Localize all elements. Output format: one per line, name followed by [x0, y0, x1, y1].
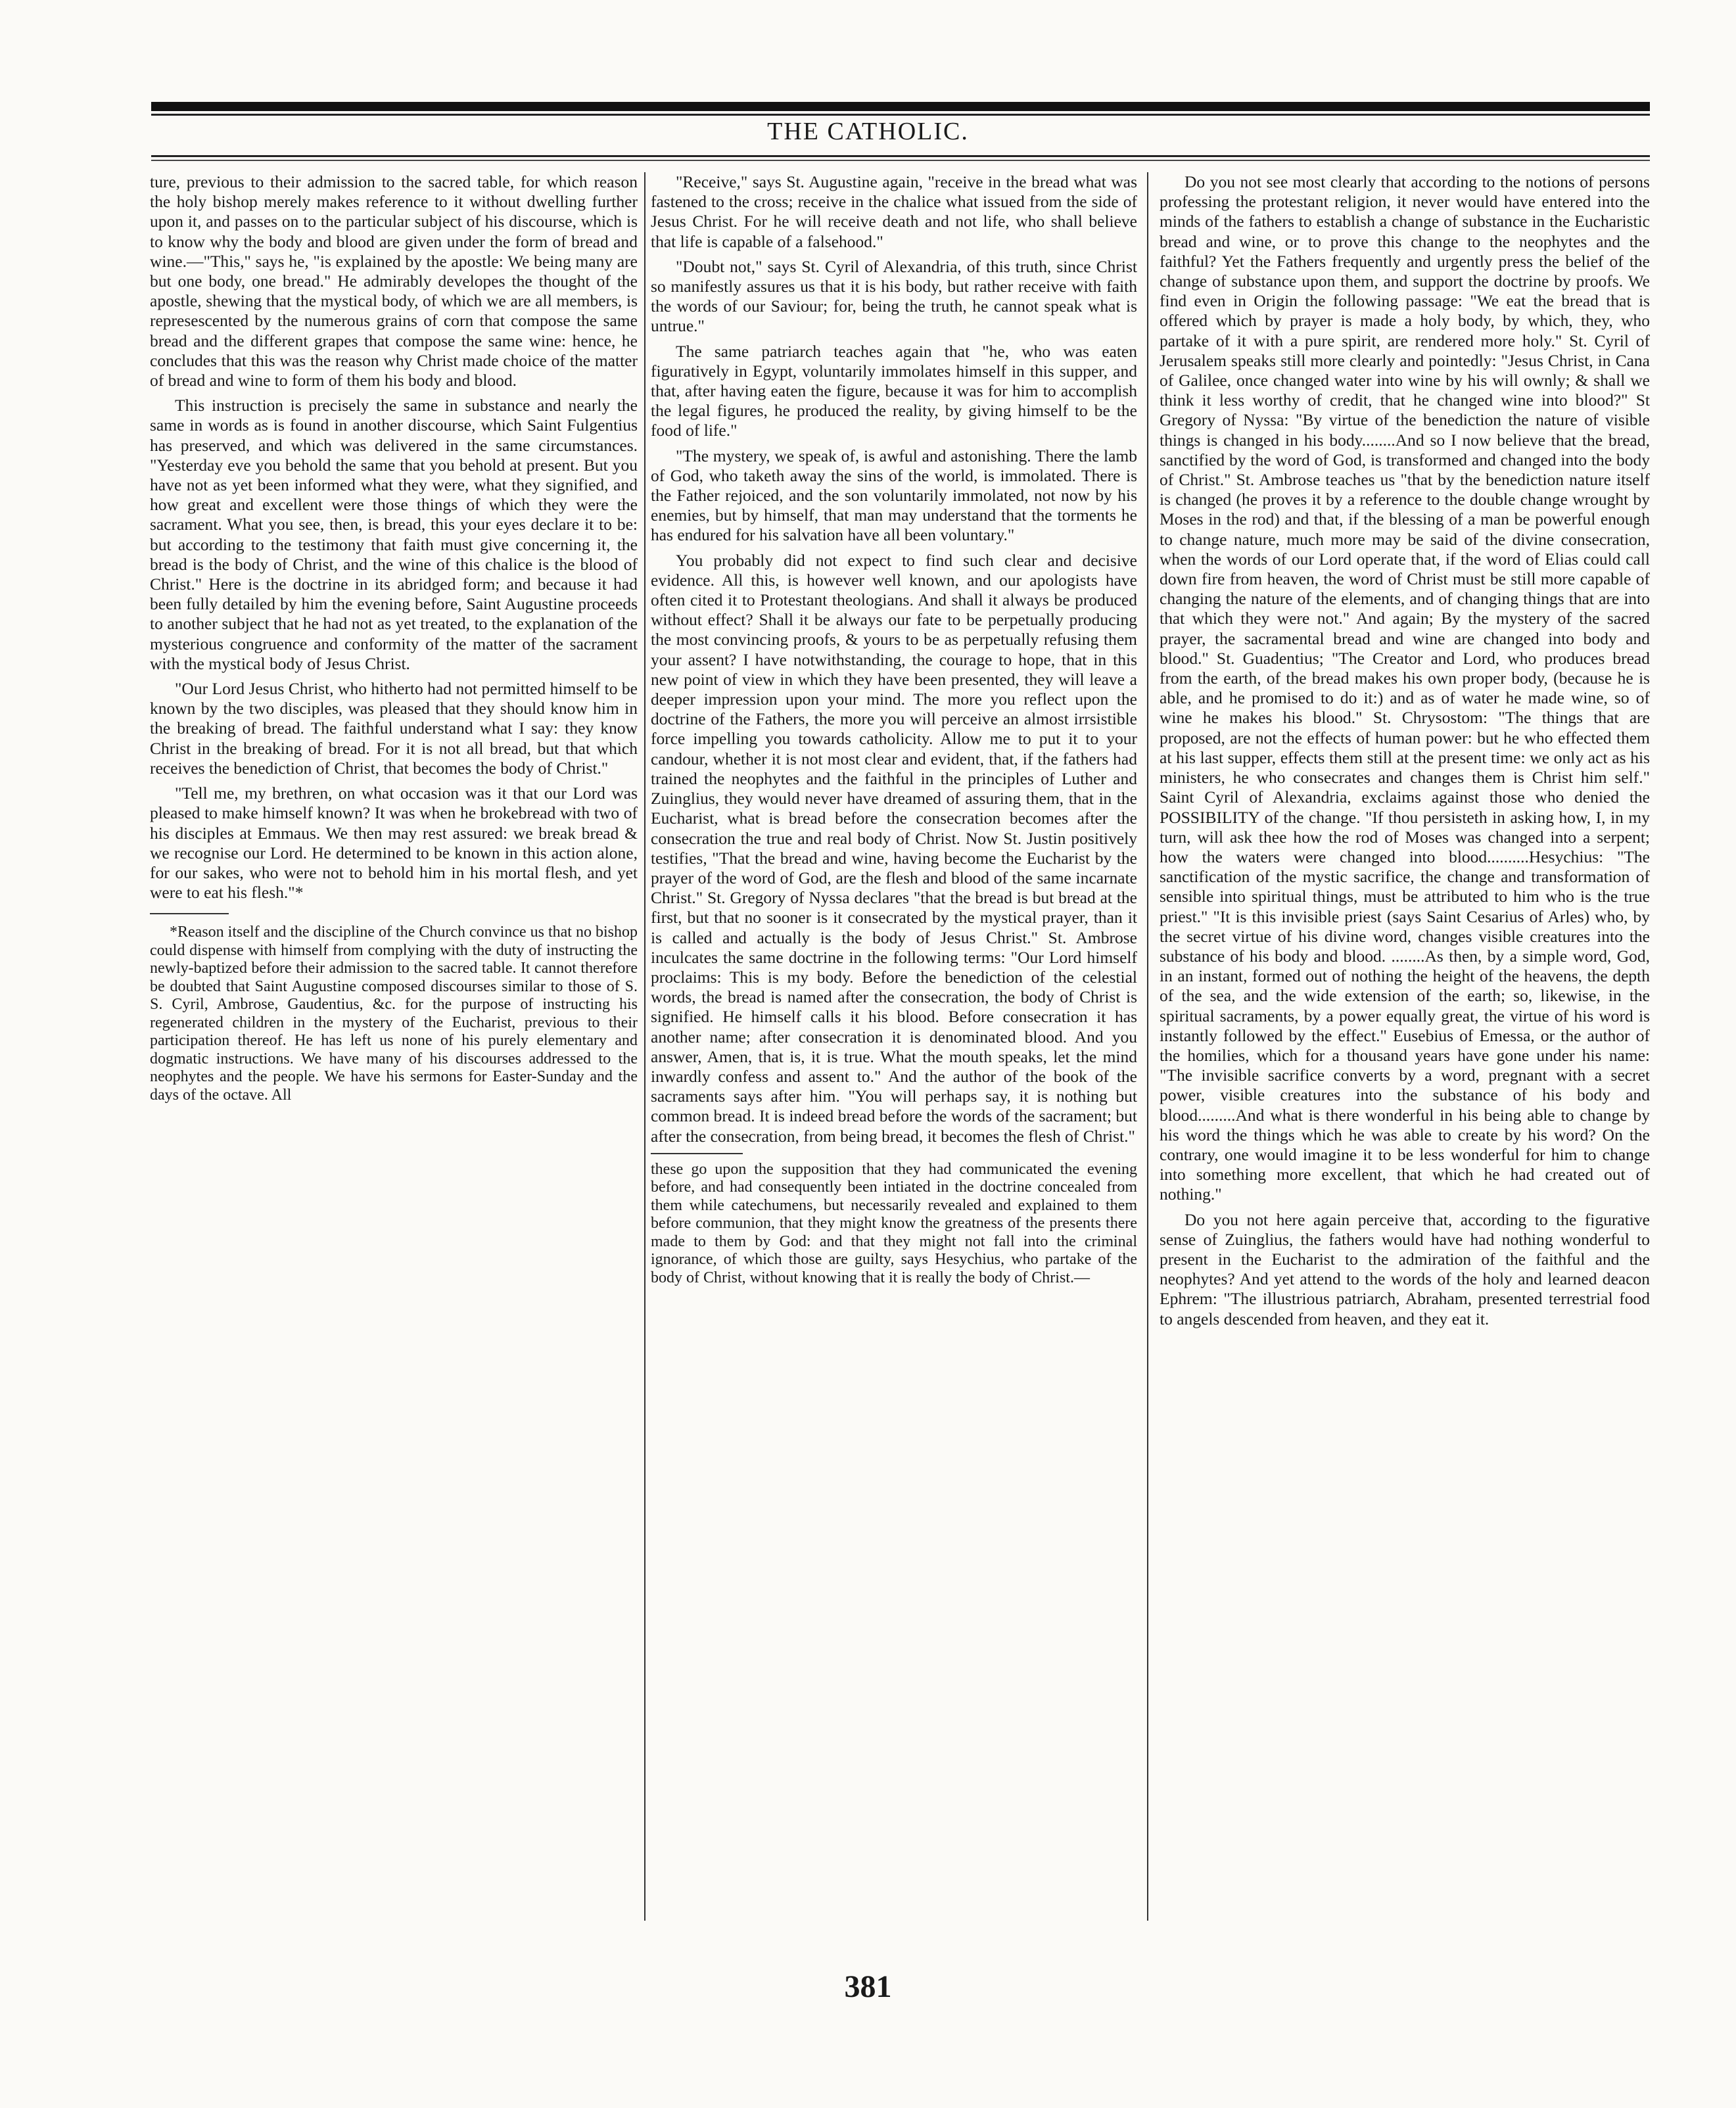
footnote-text: these go upon the supposition that they had communicated the evening before, and had consequently been intiated in the doctrine concealed from them while catechumens, but necessarily revealed and explained to them before communion, that they might know the greatness of the presents there made to them by God: and that they might not fall into the criminal ignorance, of which those are guilty, says Hesychius, who partake of the body of Christ, without knowing that it is really the body of Christ.— [651, 1160, 1137, 1286]
paragraph: Do you not here again perceive that, according to the figurative sense of Zuinglius, the fathers would have had nothing wonderful to present in the Eucharist to the admiration of the faithful and the neophytes? And yet attend to the words of the holy and learned deacon Ephrem: "The illustrious patriarch, Abraham, presented terrestrial food to angels descended from heaven, and they eat it. [1160, 1209, 1650, 1328]
footnote-separator [651, 1153, 743, 1154]
paragraph: "Doubt not," says St. Cyril of Alexandria, of this truth, since Christ so manifestly assures us that it is his body, but rather receive with faith the words of our Saviour; for, being the truth, he cannot speak what is untrue." [651, 256, 1137, 336]
paragraph: "The mystery, we speak of, is awful and astonishing. There the lamb of God, who taketh away the sins of the world, is immolated. There is the Father rejoiced, and the son voluntarily immolated, not now by his enemies, but by himself, that man may understand that the torments he has endured for his salvation have all been voluntary." [651, 446, 1137, 545]
paragraph: This instruction is precisely the same in substance and nearly the same in words as is found in another discourse, which Saint Fulgentius has preserved, and which was delivered in the same circumstances. "Yesterday eve you behold the same that you behold at present. But you have not as yet been informed what they were, what they signified, and how great and excellent were those things of which they were the sacrament. What you see, then, is bread, this your eyes declare it to be: but according to the testimony that faith must give concerning it, the bread is the body of Christ, and the wine of this chalice is the blood of Christ." Here is the doctrine in its abridged form; and because it had been fully detailed by him the evening before, Saint Augustine proceeds to another subject that he had not as yet treated, to the explanation of the mysterious congruence and conformity of the matter of the sacrament with the mystical body of Jesus Christ. [150, 396, 638, 673]
column-rule-1 [644, 172, 645, 1921]
footnote-text: *Reason itself and the discipline of the Church convince us that no bishop could dispense with himself from complying with the duty of instructing the newly-baptized before their admission to the sacred table. It cannot therefore be doubted that Saint Augustine composed discourses similar to those of S. S. Cyril, Ambrose, Gaudentius, &c. for the purpose of instructing his regenerated children in the mystery of the Eucharist, previous to their participation thereof. He has left us none of his purely elementary and dogmatic instructions. We have many of his discourses addressed to the neophytes and the people. We have his sermons for Easter-Sunday and the days of the octave. All [150, 924, 638, 1104]
footnote-separator [150, 913, 229, 914]
running-head: THE CATHOLIC. [767, 118, 969, 145]
header-rule [151, 155, 1650, 157]
column-1 [150, 172, 638, 1947]
paragraph: "Our Lord Jesus Christ, who hitherto had not permitted himself to be known by the two disciples, was pleased that they should know him in the breaking of bread. The faithful understand what I say: they know Christ in the breaking of bread. For it is not all bread, but that which receives the benediction of Christ, that becomes the body of Christ." [150, 679, 638, 778]
top-thin-rule [151, 114, 1650, 116]
paragraph: The same patriarch teaches again that "he, who was eaten figuratively in Egypt, voluntarily immolates himself in this supper, and that, after having eaten the figure, because it was for him to accomplish the legal figures, he produced the reality, by giving himself to be the food of life." [651, 341, 1137, 440]
paragraph: You probably did not expect to find such clear and decisive evidence. All this, is however well known, and our apologists have often cited it to Protestant theologians. And shall it always be produced without effect? Shall it be always our fate to be perpetually producing the most convincing proofs, & yours to be as perpetually refusing them your assent? I have notwithstanding, the courage to hope, that in this new point of view in which they have been presented, they will leave a deeper impression upon your mind. The more you reflect upon the doctrine of the Fathers, the more you will perceive an almost irrsistible force impelling you towards catholicity. Allow me to put it to your candour, whether it is not most clear and evident, that, if the fathers had trained the neophytes and the faithful in the principles of Luther and Zuinglius, they would never have dreamed of assuring them, that in the Eucharist, what is bread before the consecration becomes after the consecration the true and real body of Christ. Now St. Justin positively testifies, "That the bread and wine, having become the Eucharist by the prayer of the word of God, are the flesh and blood of the same incarnate Christ." St. Gregory of Nyssa declares "that the bread is but bread at the first, but that no sooner is it consecrated by the mystical prayer, than it is called and actually is the body of Jesus Christ." St. Ambrose inculcates the same doctrine in the following terms: "Our Lord himself proclaims: This is my body. Before the benediction of the celestial words, the bread is named after the consecration, the body of Christ is signified. He himself calls it his blood. Before consecration it has another name; after consecration it is denominated blood. And you answer, Amen, that is, it is true. What the mouth speaks, let the mind inwardly confess and assent to." And the author of the book of the sacraments says after him. "You will perhaps say, it is nothing but common bread. It is indeed bread before the words of the sacrament; but after the consecration, from being bread, it becomes the flesh of Christ." [651, 550, 1137, 1146]
column-2 [651, 172, 1137, 1947]
paragraph: "Receive," says St. Augustine again, "receive in the bread what was fastened to the cross; receive in the chalice what issued from the side of Jesus Christ. For he will receive death and not life, who shall believe that life is capable of a falsehood." [651, 172, 1137, 251]
header-rule-2 [151, 160, 1650, 161]
paragraph: ture, previous to their admission to the sacred table, for which reason the holy bishop merely makes reference to it without dwelling further upon it, and passes on to the particular subject of his discourse, which is to know why the body and blood are given under the form of bread and wine.—"This," says he, "is explained by the apostle: We being many are but one body, one bread." He admirably developes the thought of the apostle, shewing that the mystical body, of which we are all members, is represescented by the numerous grains of corn that compose the same bread and the different grapes that compose the same wine: hence, he concludes that this was the reason why Christ made choice of the matter of bread and wine to form of them his body and blood. [150, 172, 638, 390]
page-number: 381 [844, 1969, 892, 2004]
top-heavy-rule [151, 102, 1650, 111]
paragraph: "Tell me, my brethren, on what occasion was it that our Lord was pleased to make himself known? It was when he brokebread with two of his disciples at Emmaus. We then may rest assured: we break bread & we recognise our Lord. He determined to be known in this action alone, for our sakes, who were not to behold him in his mortal flesh, and yet were to eat his flesh."* [150, 784, 638, 902]
column-rule-2 [1147, 172, 1148, 1921]
paragraph: Do you not see most clearly that according to the notions of persons professing the protestant religion, it never would have entered into the minds of the fathers to establish a change of substance in the Eucharistic bread and wine, or to prove this change to the neophytes and the faithful? Yet the Fathers frequently and urgently press the belief of the change of substance upon them, and support the doctrine by proofs. We find even in Origin the following passage: "We eat the bread that is offered which by prayer is made a holy body, by which, they, who partake of it with a pure spirit, are rendered more holy." St. Cyril of Jerusalem speaks still more clearly and pointedly: "Jesus Christ, in Cana of Galilee, once changed water into wine by his will ownly; & shall we think it less worthy of credit, that he changed wine into blood?" St Gregory of Nyssa: "By virtue of the benediction the nature of visible things is changed in his body........And so I now believe that the bread, sanctified by the word of God, is transformed and changed into the body of Christ." St. Ambrose teaches us "that by the benediction nature itself is changed (he proves it by a reference to the double change wrought by Moses in the rod) and that, if the blessing of a man be powerful enough to change nature, much more may be said of the divine consecration, when the words of our Lord operate that, if the word of Elias could call down fire from heaven, the word of Christ must be still more capable of changing the nature of the elements, and of changing things that are into that which they were not." And again; By the mystery of the sacred prayer, the sacramental bread and wine are changed into body and blood." St. Guadentius; "The Creator and Lord, who produces bread from the earth, of the bread makes his own proper body, (because he is able, and he promised to do it:) and as of water he made wine, so of wine he makes his blood." St. Chrysostom: "The things that are proposed, are not the effects of human power: but he who effected them at his last supper, effects them still at the present time: we only act as his ministers, he who consecrates and changes them is Christ him self." Saint Cyril of Alexandria, exclaims against those who denied the POSSIBILITY of the change. "If thou persisteth in asking how, I, in my turn, will ask thee how the rod of Moses was changed into a serpent; how the waters were changed into blood..........Hesychius: "The sanctification of the mystic sacrifice, the change and transformation of sensible into spiritual things, must be attributed to him who is the true priest." "It is this invisible priest (says Saint Cesarius of Arles) who, by the secret virtue of his divine word, changes visible creatures into the substance of his body and blood. ........As then, by a simple word, God, in an instant, formed out of nothing the height of the heavens, the depth of the sea, and the wide extension of the earth; so, likewise, in the spiritual sacraments, by a power equally great, the virtue of his word is instantly followed by the effect." Eusebius of Emessa, or the author of the homilies, which for a thousand years have gone under his name: "The invisible sacrifice converts by a word, pregnant with a secret power, visible creatures into the substance of his body and blood.........And what is there wonderful in his being able to change by his word the things which he was able to create by his word? On the contrary, one would imagine it to be less wonderful for him to change into something more excellent, that which he had created out of nothing." [1160, 172, 1650, 1204]
footnote-continued [651, 1161, 1137, 1288]
column-3 [1160, 172, 1650, 1947]
footnote [150, 924, 638, 1104]
